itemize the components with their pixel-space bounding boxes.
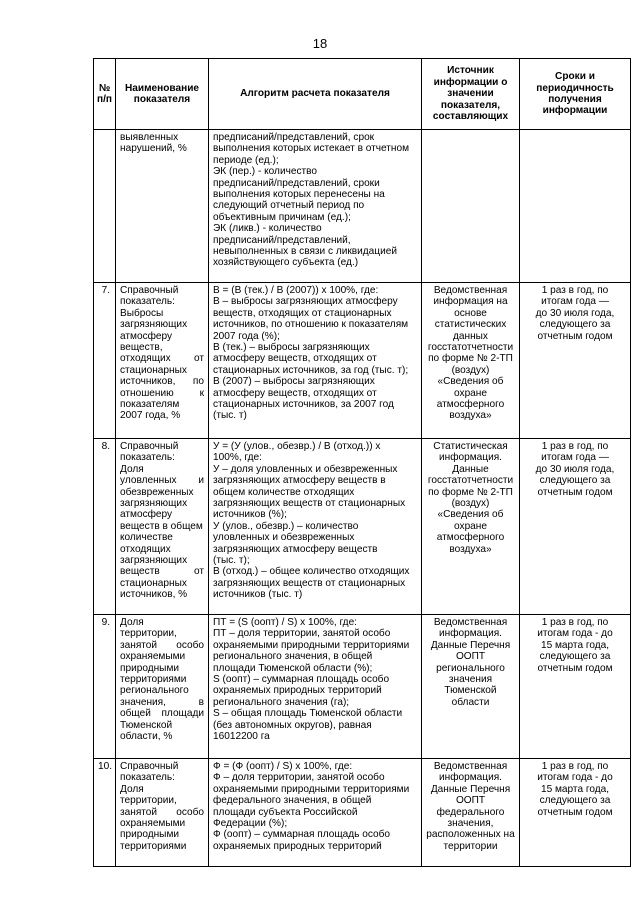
text-line: отходящих <box>120 543 171 555</box>
text-line: п/п <box>97 94 112 105</box>
text-line: Справочный <box>120 441 179 452</box>
text-line: В (отход.) – общее количество отходящих <box>213 566 410 578</box>
text-line: территориями <box>120 674 187 686</box>
header-algorithm <box>209 59 422 130</box>
text-line: по форме № 2-ТП <box>428 486 513 498</box>
text-line: получения <box>548 94 602 105</box>
text-line: (тыс. т) <box>213 410 247 422</box>
text-line: Данные Перечня <box>430 639 511 651</box>
text-line: охране <box>454 520 487 532</box>
text-line: показателя <box>133 94 191 105</box>
text-line: 1 раз в год, по <box>541 285 609 296</box>
text-line: Ф – доля территории, занятой особо <box>213 772 385 784</box>
text-line: Ведомственная <box>433 617 508 628</box>
text-line: отчетным годом <box>537 662 613 674</box>
text-line: ПТ = (S (оопт) / S) х 100%, где: <box>213 617 357 628</box>
text-line: охраняемыми <box>120 651 186 663</box>
text-line: Справочный <box>120 285 179 296</box>
text-line: охране <box>454 387 487 399</box>
source-text <box>422 759 520 867</box>
text-line: 1 раз в год, по <box>541 617 609 628</box>
terms-text <box>520 615 631 759</box>
text-line: значения, в <box>120 696 204 708</box>
text-line: составляющих <box>432 111 509 123</box>
source-text <box>422 615 520 759</box>
text-line: Тюменской <box>120 719 173 731</box>
header-source <box>422 59 520 130</box>
text-line: 2007 года (%); <box>213 330 280 342</box>
text-line: S (оопт) – суммарная площадь особо <box>213 674 390 686</box>
text-line: Сроки и <box>555 71 595 83</box>
text-line: 15 марта года, <box>540 639 610 651</box>
text-line: стационарных источников, за год (тыс. т); <box>213 364 409 376</box>
text-line: следующего за <box>539 475 611 487</box>
text-line: Источник <box>447 65 494 77</box>
table-row <box>94 439 631 615</box>
text-line: федерального <box>436 806 505 818</box>
text-line: природными <box>120 829 180 841</box>
text-line: веществ, <box>120 342 163 354</box>
text-line: периодичность <box>536 82 614 94</box>
text-line: невыполненных в связи с ликвидацией <box>213 246 397 258</box>
text-line: итогам года — <box>541 296 609 308</box>
text-line: атмосферу веществ, отходящих от <box>213 387 377 399</box>
row-number: 10. <box>94 759 116 867</box>
text-line: В – выбросы загрязняющих атмосферу <box>213 296 398 308</box>
text-line: предписаний/представлений, сроки <box>213 177 380 189</box>
text-line: Тюменской <box>444 685 497 697</box>
text-line: источников, % <box>120 589 188 601</box>
algorithm-text <box>209 759 422 867</box>
header-name <box>116 59 209 130</box>
text-line: (тыс. т); <box>213 555 250 567</box>
text-line: показателям <box>120 399 180 411</box>
terms-text <box>520 759 631 867</box>
text-line: источников, по <box>120 376 204 388</box>
source-text <box>422 130 520 283</box>
text-line: «Сведения об <box>437 509 504 521</box>
text-line: Ведомственная <box>433 761 508 772</box>
text-line: загрязняющих <box>120 555 188 567</box>
text-line: хозяйствующего субъекта (ед.) <box>213 257 359 269</box>
text-line: Доля <box>120 617 144 628</box>
text-line: регионального <box>120 685 189 697</box>
text-line: ПТ – доля территории, занятой особо <box>213 628 391 640</box>
indicator-name <box>116 439 209 615</box>
row-number <box>94 130 116 283</box>
text-line: природными <box>120 662 180 674</box>
header-terms <box>520 59 631 130</box>
terms-text <box>520 439 631 615</box>
text-line: занятой особо <box>120 639 204 651</box>
text-line: стационарных <box>120 364 187 376</box>
text-line: загрязняющих атмосферу веществ <box>213 543 378 555</box>
text-line: Ведомственная <box>433 285 508 296</box>
text-line: значении <box>447 88 494 100</box>
text-line: площади Тюменской области (%); <box>213 662 373 674</box>
text-line: показатель: <box>120 296 175 308</box>
text-line: В (2007) – выбросы загрязняющих <box>213 376 375 388</box>
text-line: области <box>451 696 490 708</box>
text-line: предписаний/представлений, <box>213 234 351 246</box>
text-line: территориями <box>120 840 187 852</box>
text-line: веществ, отходящих от стационарных <box>213 307 392 319</box>
text-line: данных <box>453 330 488 342</box>
text-line: 100%, где: <box>213 452 262 464</box>
source-text <box>422 439 520 615</box>
text-line: 16012200 га <box>213 731 270 743</box>
text-line: охраняемых природных территорий <box>213 840 382 852</box>
text-line: ЭК (ликв.) - количество <box>213 223 322 235</box>
text-line: площади субъекта Российской <box>213 806 358 818</box>
text-line: Данные Перечня <box>430 783 511 795</box>
text-line: следующий отчетный период по <box>213 200 365 212</box>
text-line: загрязняющих веществ от стационарных <box>213 577 406 589</box>
text-line: стационарных источников, за 2007 год <box>213 399 394 411</box>
text-line: охраняемыми природными территориями <box>213 783 410 795</box>
text-line: (без автономных округов), равная <box>213 719 372 731</box>
text-line: Ф (оопт) – суммарная площадь особо <box>213 829 391 841</box>
text-line: информации <box>542 105 608 117</box>
indicator-name <box>116 615 209 759</box>
text-line: № <box>98 82 111 94</box>
text-line: загрязняющих веществ от стационарных <box>213 498 406 510</box>
text-line: атмосферу веществ, отходящих от <box>213 353 377 365</box>
text-line: общей площади <box>120 708 204 720</box>
text-line: Алгоритм расчета показателя <box>240 88 390 100</box>
text-line: 15 марта года, <box>540 783 610 795</box>
text-line: охраняемыми <box>120 818 186 830</box>
text-line: информация. <box>439 628 502 640</box>
text-line: загрязняющих атмосферу веществ в <box>213 475 386 487</box>
text-line: предписаний/представлений, срок <box>213 132 375 143</box>
text-line: Доля <box>120 463 144 475</box>
text-line: регионального значения (га); <box>213 696 350 708</box>
text-line: (воздух) <box>451 364 490 376</box>
text-line: Данные <box>452 463 489 475</box>
text-line: отчетным годом <box>537 806 613 818</box>
text-line: выполнения которых перенесены на <box>213 189 385 201</box>
text-line: воздуха» <box>449 410 492 422</box>
terms-text <box>520 283 631 439</box>
text-line: уловленных и обезвреженных <box>213 532 355 544</box>
text-line: атмосферу <box>120 509 173 521</box>
text-line: отходящих от <box>120 353 204 365</box>
text-line: госстатотчетности <box>427 475 514 487</box>
text-line: показатель: <box>120 772 175 784</box>
text-line: итогам года - до <box>537 772 613 784</box>
page-number: 18 <box>312 36 328 51</box>
indicators-table <box>93 58 631 867</box>
table-row <box>94 130 631 283</box>
text-line: общем количестве отходящих <box>213 486 355 498</box>
indicator-name <box>116 283 209 439</box>
table-row <box>94 759 631 867</box>
text-line: территории, <box>120 628 177 640</box>
terms-text <box>520 130 631 283</box>
text-line: атмосферного <box>436 399 505 411</box>
text-line: Справочный <box>120 761 179 772</box>
table-header-row <box>94 59 631 130</box>
text-line: статистических <box>434 319 507 331</box>
text-line: основе <box>454 307 487 319</box>
text-line: «Сведения об <box>437 376 504 388</box>
text-line: показатель: <box>120 452 175 464</box>
text-line: Доля <box>120 783 144 795</box>
text-line: итогам года - до <box>537 628 613 640</box>
text-line: отношению к <box>120 387 204 399</box>
table-row <box>94 283 631 439</box>
algorithm-text <box>209 130 422 283</box>
text-line: следующего за <box>539 319 611 331</box>
text-line: У = (У (улов., обезвр.) / В (отход.)) х <box>213 441 381 452</box>
text-line: территории, <box>120 795 177 807</box>
text-line: периоде (ед.); <box>213 154 279 166</box>
row-number: 8. <box>94 439 116 615</box>
text-line: Федерации (%); <box>213 818 288 830</box>
text-line: выявленных <box>120 132 179 143</box>
row-number: 7. <box>94 283 116 439</box>
text-line: S – общая площадь Тюменской области <box>213 708 403 720</box>
text-line: источников (%); <box>213 509 287 521</box>
text-line: значения, <box>447 818 494 830</box>
text-line: Ф = (Ф (оопт) / S) х 100%, где: <box>213 761 353 772</box>
text-line: охраняемыми природными территориями <box>213 639 410 651</box>
text-line: значения <box>448 674 493 686</box>
text-line: госстатотчетности <box>427 342 514 354</box>
text-line: В (тек.) – выбросы загрязняющих <box>213 342 370 354</box>
text-line: показателя, <box>440 99 501 111</box>
text-line: до 30 июля года, <box>535 463 615 475</box>
algorithm-text <box>209 283 422 439</box>
table-row <box>94 615 631 759</box>
text-line: 1 раз в год, по <box>541 761 609 772</box>
text-line: выполнения которых истекает в отчетном <box>213 143 410 155</box>
text-line: информации о <box>433 76 508 88</box>
text-line: 1 раз в год, по <box>541 441 609 452</box>
text-line: У – доля уловленных и обезвреженных <box>213 463 398 475</box>
row-number: 9. <box>94 615 116 759</box>
indicator-name <box>116 130 209 283</box>
text-line: атмосферу <box>120 330 173 342</box>
source-text <box>422 283 520 439</box>
text-line: В = (В (тек.) / В (2007)) х 100%, где: <box>213 285 379 296</box>
text-line: уловленных и <box>120 475 204 487</box>
text-line: отчетным годом <box>537 330 613 342</box>
algorithm-text <box>209 439 422 615</box>
text-line: расположенных на <box>426 829 515 841</box>
text-line: по форме № 2-ТП <box>428 353 513 365</box>
text-line: охраняемых природных территорий <box>213 685 382 697</box>
text-line: информация. <box>439 772 502 784</box>
text-line: Выбросы <box>120 307 164 319</box>
text-line: до 30 июля года, <box>535 307 615 319</box>
text-line: занятой особо <box>120 806 204 818</box>
text-line: веществ от <box>120 566 204 578</box>
text-line: загрязняющих <box>120 498 188 510</box>
text-line: веществ в общем <box>120 520 203 532</box>
text-line: регионального значения, в общей <box>213 651 373 663</box>
text-line: источников (тыс. т) <box>213 589 303 601</box>
text-line: воздуха» <box>449 543 492 555</box>
text-line: следующего за <box>539 795 611 807</box>
header-num <box>94 59 116 130</box>
text-line: области, % <box>120 731 173 743</box>
text-line: обезвреженных <box>120 486 194 498</box>
text-line: следующего за <box>539 651 611 663</box>
text-line: атмосферного <box>436 532 505 544</box>
text-line: (воздух) <box>451 498 490 510</box>
text-line: загрязняющих <box>120 319 188 331</box>
text-line: У (улов., обезвр.) – количество <box>213 520 359 532</box>
text-line: ООПТ <box>455 651 486 663</box>
text-line: Наименование <box>124 82 200 94</box>
text-line: регионального <box>436 662 505 674</box>
text-line: информация. <box>439 452 502 464</box>
text-line: стационарных <box>120 577 187 589</box>
indicator-name <box>116 759 209 867</box>
text-line: федерального значения, в общей <box>213 795 372 807</box>
algorithm-text <box>209 615 422 759</box>
text-line: территории <box>443 840 498 852</box>
text-line: информация на <box>433 296 508 308</box>
text-line: источников, по отношению к показателям <box>213 319 409 331</box>
text-line: нарушений, % <box>120 143 187 155</box>
text-line: количестве <box>120 532 173 544</box>
text-line: отчетным годом <box>537 486 613 498</box>
text-line: ООПТ <box>455 795 486 807</box>
text-line: 2007 года, % <box>120 410 181 422</box>
text-line: ЭК (пер.) - количество <box>213 166 317 178</box>
text-line: Статистическая <box>433 441 508 452</box>
text-line: итогам года — <box>541 452 609 464</box>
text-line: объективным причинам (ед.); <box>213 211 351 223</box>
